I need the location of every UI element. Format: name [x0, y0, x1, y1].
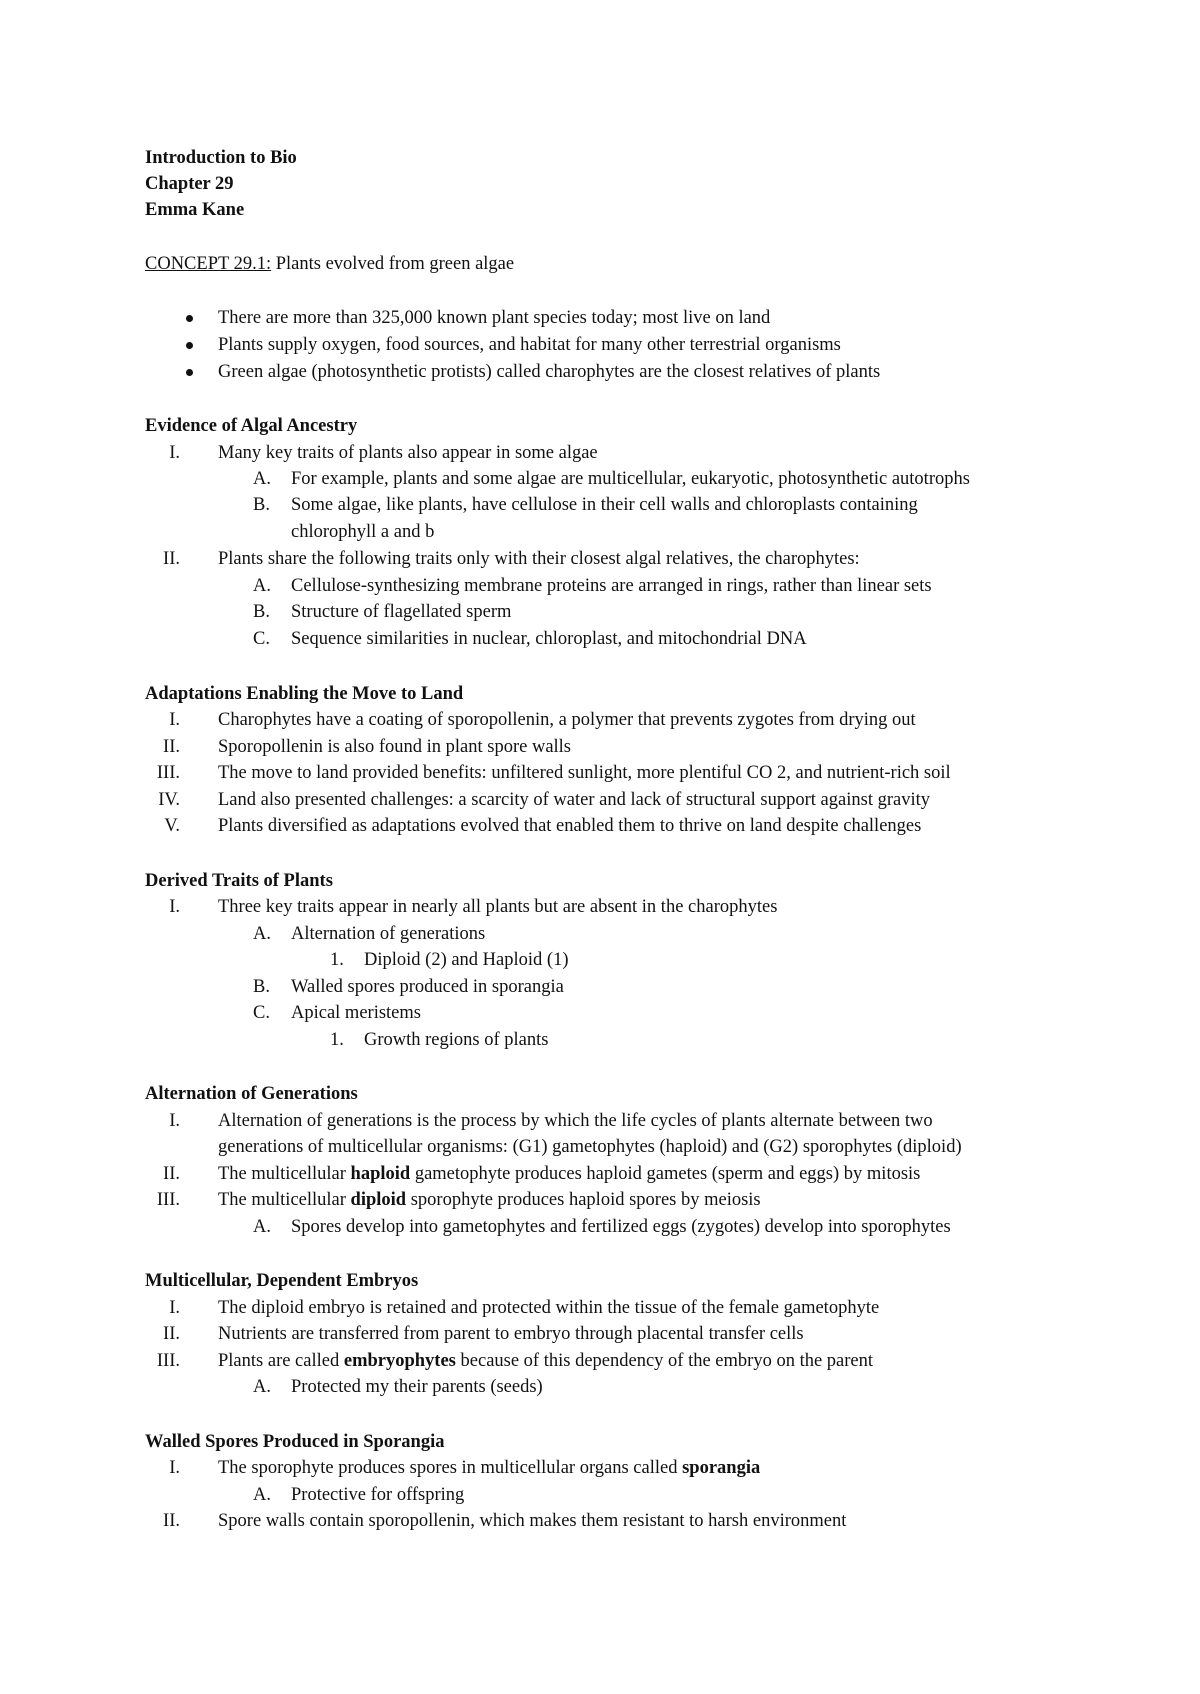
list-marker: B.: [253, 495, 270, 515]
list-item: Growth regions of plants: [364, 1030, 549, 1050]
list-item-continuation: generations of multicellular organisms: (G1) gametophytes (haploid) and (G2) sporophytes (diploid): [218, 1137, 962, 1157]
list-item: Nutrients are transferred from parent to embryo through placental transfer cells: [218, 1324, 804, 1344]
text-run: sporophyte produces haploid spores by meiosis: [406, 1190, 761, 1210]
bullet-icon: [186, 342, 193, 349]
course-title: Introduction to Bio: [145, 148, 297, 168]
list-item: Sequence similarities in nuclear, chloroplast, and mitochondrial DNA: [291, 629, 807, 649]
section-heading-sporangia: Walled Spores Produced in Sporangia: [145, 1432, 445, 1452]
list-marker: A.: [253, 924, 271, 944]
emphasis-term: diploid: [350, 1190, 407, 1210]
list-item-continuation: chlorophyll a and b: [291, 522, 435, 542]
list-item: Three key traits appear in nearly all plants but are absent in the charophytes: [218, 897, 778, 917]
list-marker: I.: [169, 897, 180, 917]
list-marker: I.: [169, 1458, 180, 1478]
list-marker: II.: [163, 737, 180, 757]
list-marker: V.: [164, 816, 180, 836]
list-item: The move to land provided benefits: unfiltered sunlight, more plentiful CO 2, and nutrient-rich soil: [218, 763, 951, 783]
list-marker: 1.: [330, 950, 344, 970]
concept-bullet: Green algae (photosynthetic protists) called charophytes are the closest relatives of plants: [218, 362, 881, 382]
list-marker: II.: [163, 1511, 180, 1531]
list-marker: B.: [253, 977, 270, 997]
list-marker: 1.: [330, 1030, 344, 1050]
list-marker: II.: [163, 549, 180, 569]
list-item: [218, 1162, 920, 1186]
list-marker: A.: [253, 469, 271, 489]
author-name: Emma Kane: [145, 200, 245, 220]
list-marker: I.: [169, 710, 180, 730]
section-heading-alternation: Alternation of Generations: [145, 1084, 358, 1104]
concept-line: [145, 252, 514, 276]
list-item: [218, 1456, 760, 1480]
list-marker: I.: [169, 1111, 180, 1131]
list-item: Alternation of generations: [291, 924, 486, 944]
list-item: Walled spores produced in sporangia: [291, 977, 564, 997]
list-marker: II.: [163, 1164, 180, 1184]
text-run: because of this dependency of the embryo on the parent: [455, 1351, 874, 1371]
list-marker: III.: [156, 1351, 180, 1371]
concept-bullet: Plants supply oxygen, food sources, and habitat for many other terrestrial organisms: [218, 335, 841, 355]
concept-text: Plants evolved from green algae: [271, 254, 515, 274]
list-item: Structure of flagellated sperm: [291, 602, 512, 622]
list-item: [218, 1188, 761, 1212]
list-item: Spore walls contain sporopollenin, which makes them resistant to harsh environment: [218, 1511, 847, 1531]
emphasis-term: sporangia: [682, 1458, 761, 1478]
list-item: Some algae, like plants, have cellulose in their cell walls and chloroplasts containing: [291, 495, 918, 515]
list-item: Plants share the following traits only with their closest algal relatives, the charophytes:: [218, 549, 860, 569]
list-marker: A.: [253, 1217, 271, 1237]
list-item: Alternation of generations is the process by which the life cycles of plants alternate between two: [218, 1111, 933, 1131]
emphasis-term: embryophytes: [343, 1351, 456, 1371]
bullet-icon: [186, 315, 193, 322]
list-item: Sporopollenin is also found in plant spore walls: [218, 737, 572, 757]
list-item: For example, plants and some algae are multicellular, eukaryotic, photosynthetic autotrophs: [291, 469, 970, 489]
text-run: The sporophyte produces spores in multicellular organs called: [218, 1458, 683, 1478]
list-item: Apical meristems: [291, 1003, 421, 1023]
list-marker: A.: [253, 1377, 271, 1397]
list-item: Land also presented challenges: a scarcity of water and lack of structural support against gravity: [218, 790, 930, 810]
list-marker: A.: [253, 576, 271, 596]
list-item: [218, 1349, 873, 1373]
text-run: gametophyte produces haploid gametes (sperm and eggs) by mitosis: [410, 1164, 921, 1184]
list-marker: B.: [253, 602, 270, 622]
list-item: Protected my their parents (seeds): [291, 1377, 543, 1397]
list-marker: II.: [163, 1324, 180, 1344]
section-heading-adaptations: Adaptations Enabling the Move to Land: [145, 684, 464, 704]
list-marker: C.: [253, 1003, 270, 1023]
list-item: Spores develop into gametophytes and fertilized eggs (zygotes) develop into sporophytes: [291, 1217, 951, 1237]
list-marker: IV.: [158, 790, 180, 810]
text-run: The multicellular: [218, 1190, 351, 1210]
list-item: The diploid embryo is retained and protected within the tissue of the female gametophyte: [218, 1298, 880, 1318]
list-item: Diploid (2) and Haploid (1): [364, 950, 569, 970]
section-heading-derived: Derived Traits of Plants: [145, 871, 333, 891]
list-item: Charophytes have a coating of sporopollenin, a polymer that prevents zygotes from drying out: [218, 710, 916, 730]
list-marker: I.: [169, 1298, 180, 1318]
emphasis-term: haploid: [350, 1164, 411, 1184]
list-marker: C.: [253, 629, 270, 649]
list-item: Plants diversified as adaptations evolved that enabled them to thrive on land despite challenges: [218, 816, 922, 836]
list-item: Cellulose-synthesizing membrane proteins are arranged in rings, rather than linear sets: [291, 576, 932, 596]
list-marker: I.: [169, 443, 180, 463]
list-marker: III.: [156, 1190, 180, 1210]
list-marker: A.: [253, 1485, 271, 1505]
list-item: Many key traits of plants also appear in some algae: [218, 443, 598, 463]
list-item: Protective for offspring: [291, 1485, 465, 1505]
concept-label: CONCEPT 29.1:: [145, 254, 272, 274]
text-run: The multicellular: [218, 1164, 351, 1184]
chapter-title: Chapter 29: [145, 174, 234, 194]
concept-bullet: There are more than 325,000 known plant species today; most live on land: [218, 308, 771, 328]
text-run: Plants are called: [218, 1351, 344, 1371]
bullet-icon: [186, 369, 193, 376]
section-heading-evidence: Evidence of Algal Ancestry: [145, 416, 358, 436]
list-marker: III.: [156, 763, 180, 783]
section-heading-embryos: Multicellular, Dependent Embryos: [145, 1271, 419, 1291]
